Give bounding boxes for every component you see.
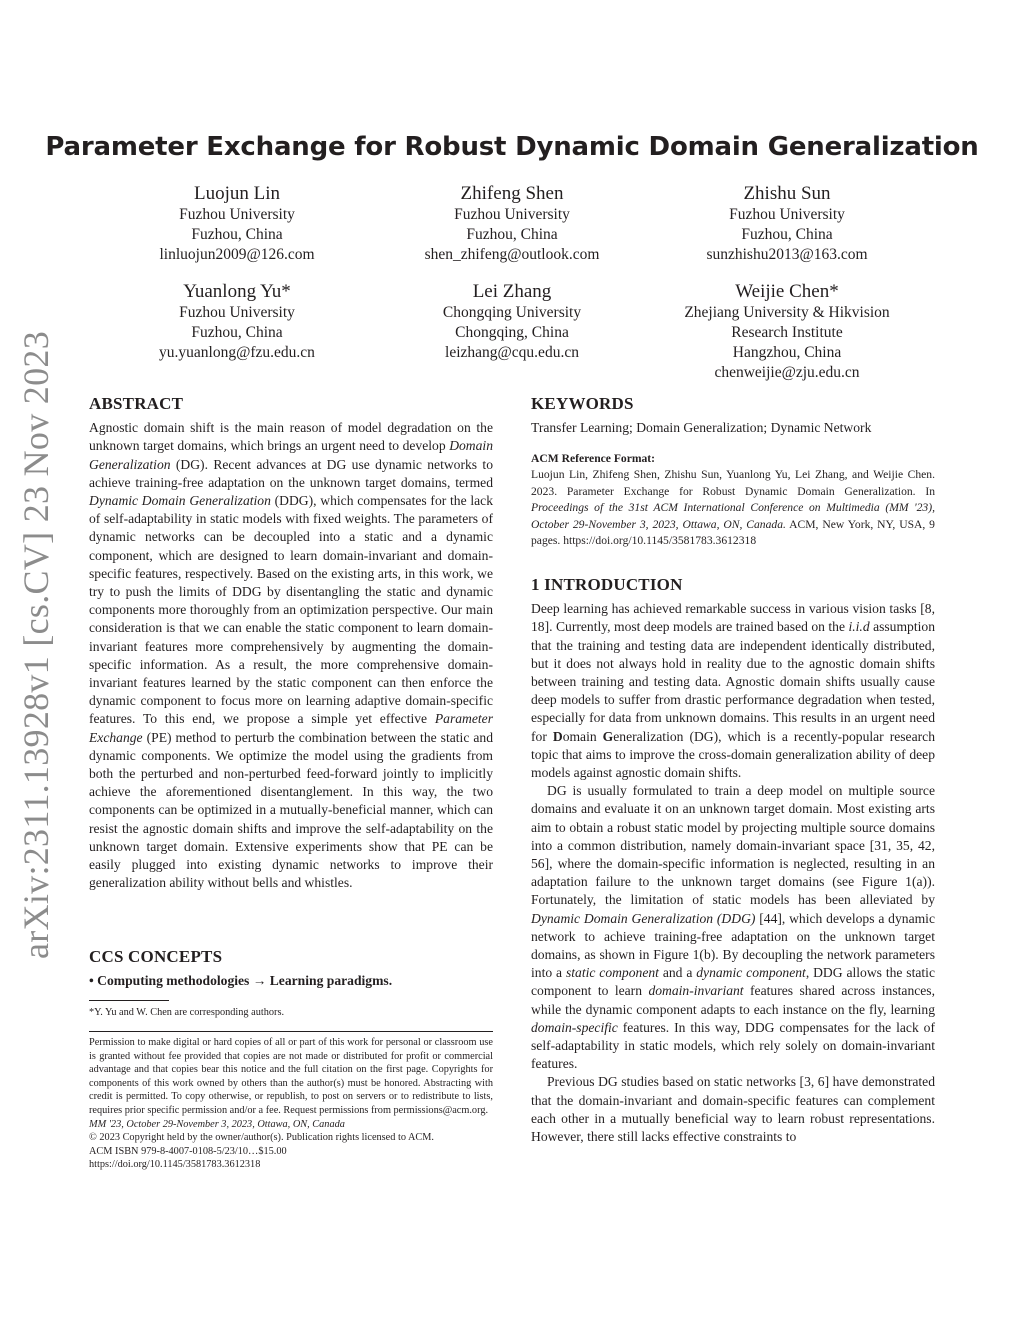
introduction-section	[531, 576, 935, 1146]
author-block	[87, 281, 387, 363]
author-email: sunzhishu2013@163.com	[706, 246, 868, 263]
ccs-text: • Computing methodologies → Learning paradigms.	[89, 973, 393, 989]
intro-paragraph-2: DG is usually formulated to train a deep model on multiple source domains and evaluate it on an unknown target domain. Most existing arts aim to obtain a robust static model by projecting multiple source domains into a common distribution, namely domain-invariant space [31, 35, 42, 56], where the domain-specific information is neglected, resulting in an adaptation failure to the unknown target domains (see Figure 1(a)). Fortunately, the limitation of static models has been alleviated by Dynamic Domain Generalization (DDG) [44], which develops a dynamic network to achieve training-free adaptation on the unknown target domains, as shown in Figure 1(b). By decoupling the network parameters into a static component and a dynamic component, DDG allows the static component to learn domain-invariant features shared across instances, while the dynamic component adapts to each instance on the fly, learning domain-specific features. In this way, DDG compensates for the lack of self-adaptability in static models, which rely solely on domain-invariant features.	[531, 783, 935, 1072]
author-block	[87, 183, 387, 265]
permission-divider	[89, 1031, 493, 1032]
abstract-section	[89, 395, 493, 892]
author-name: Lei Zhang	[472, 281, 552, 302]
author-block	[637, 281, 937, 383]
author-affiliation: Fuzhou University	[454, 206, 570, 223]
author-block	[362, 281, 662, 363]
author-location: Fuzhou, China	[741, 226, 833, 243]
author-email: leizhang@cqu.edu.cn	[445, 344, 579, 361]
paper-title: Parameter Exchange for Robust Dynamic Domain Generalization	[45, 132, 979, 162]
arxiv-id: arXiv:2311.13928v1 [cs.CV] 23 Nov 2023	[16, 330, 56, 960]
author-affiliation: Fuzhou University	[179, 206, 295, 223]
author-email: chenweijie@zju.edu.cn	[714, 364, 860, 381]
author-location: Hangzhou, China	[732, 344, 842, 361]
acm-reference	[531, 451, 935, 549]
author-block	[362, 183, 662, 265]
copyright-line: © 2023 Copyright held by the owner/author(s). Publication rights licensed to ACM.	[89, 1132, 435, 1144]
keywords-heading: KEYWORDS	[531, 394, 634, 413]
author-location: Fuzhou, China	[191, 324, 283, 341]
author-block	[637, 183, 937, 265]
isbn-line: ACM ISBN 979-8-4007-0108-5/23/10…$15.00	[89, 1145, 287, 1157]
abstract-heading: ABSTRACT	[89, 394, 184, 413]
author-affiliation: Fuzhou University	[729, 206, 845, 223]
author-name: Luojun Lin	[193, 183, 281, 204]
ccs-section	[89, 948, 493, 990]
doi-line: https://doi.org/10.1145/3581783.3612318	[89, 1159, 261, 1171]
keywords-text: Transfer Learning; Domain Generalization; Dynamic Network	[531, 420, 872, 436]
author-affiliation: Zhejiang University & Hikvision	[684, 304, 890, 321]
intro-paragraph-3: Previous DG studies based on static networks [3, 6] have demonstrated that the domain-invariant and domain-specific features can complement each other in a mutually beneficial way to learn robust representations. However, there still lacks effective constraints to	[531, 1074, 935, 1145]
author-name: Zhishu Sun	[743, 183, 831, 204]
ccs-heading: CCS CONCEPTS	[89, 947, 223, 966]
conference-line: MM '23, October 29-November 3, 2023, Ottawa, ON, Canada	[89, 1118, 345, 1130]
author-affiliation: Chongqing University	[442, 304, 582, 321]
acm-reference-text: Luojun Lin, Zhifeng Shen, Zhishu Sun, Yuanlong Yu, Lei Zhang, and Weijie Chen. 2023. Parameter Exchange for Robust Dynamic Domain Generalization. In Proceedings of the 31st ACM International Conference on Multimedia (MM '23), October 29-November 3, 2023, Ottawa, ON, Canada. ACM, New York, NY, USA, 9 pages. https://doi.org/10.1145/3581783.3612318	[531, 468, 935, 548]
author-email: linluojun2009@126.com	[159, 246, 315, 263]
author-affiliation: Fuzhou University	[179, 304, 295, 321]
author-name: Weijie Chen*	[735, 281, 839, 302]
arxiv-sidebar	[10, 330, 62, 960]
permission-text: Permission to make digital or hard copies of all or part of this work for personal or classroom use is granted without fee provided that copies are not made or distributed for profit or commercial advantage and that copies bear this notice and the full citation on the first page. Copyrights for components of this work owned by others than the author(s) must be honored. Abstracting with credit is permitted. To copy otherwise, or republish, to post on servers or to redistribute to lists, requires prior specific permission and/or a fee. Request permissions from permissions@acm.org.	[89, 1037, 493, 1116]
abstract-text: Agnostic domain shift is the main reason of model degradation on the unknown target domains, which brings an urgent need to develop Domain Generalization (DG). Recent advances at DG use dynamic networks to achieve training-free adaptation on the unknown target domains, termed Dynamic Domain Generalization (DDG), which compensates for the lack of self-adaptability in static models with fixed weights. The parameters of dynamic networks can be decoupled into a static and a dynamic component, which are designed to learn domain-invariant and domain-specific features, respectively. Based on the existing arts, in this work, we try to push the limits of DDG by disentangling the static and dynamic components more thoroughly from an optimization perspective. Our main consideration is that we can enable the static component to learn domain-invariant features more comprehensively by augmenting the domain-specific information. As a result, the more comprehensive domain-invariant features learned by the static component can then enforce the dynamic component to focus more on learning adaptive domain-specific features. To this end, we propose a simple yet effective Parameter Exchange (PE) method to perturb the combination between the static and dynamic components. We optimize the model using the gradients from both the perturbed and non-perturbed feed-forward jointly to implicitly achieve the aforementioned disentanglement. In this way, the two components can be optimized in a mutually-beneficial manner, which can resist the agnostic domain shifts and improve the self-adaptability on the unknown target domain. Extensive experiments show that PE can be easily plugged into existing dynamic networks to improve their generalization ability without bells and whistles.	[89, 420, 493, 891]
author-name: Yuanlong Yu*	[183, 281, 291, 302]
author-location: Fuzhou, China	[466, 226, 558, 243]
footnote-divider	[89, 1000, 169, 1001]
footnote: *Y. Yu and W. Chen are corresponding authors.	[89, 1007, 285, 1018]
introduction-heading: 1 INTRODUCTION	[531, 575, 683, 594]
intro-paragraph-1: Deep learning has achieved remarkable success in various vision tasks [8, 18]. Currently, most deep models are trained based on the i.i.d assumption that the training and testing data are independent identically distributed, but it does not always hold in reality due to the agnostic domain shifts between training and testing data. Agnostic domain shifts usually cause deep models to suffer from drastic performance degradation when tested, especially for data from unknown domains. This results in an urgent need for Domain Generalization (DG), which is a recently-popular research topic that aims to improve the cross-domain generalization ability of deep models against agnostic domain shifts.	[531, 601, 936, 781]
permission-block	[89, 1036, 493, 1172]
acm-reference-heading: ACM Reference Format:	[531, 452, 656, 465]
author-location: Chongqing, China	[455, 324, 569, 341]
keywords-section	[531, 395, 935, 437]
author-name: Zhifeng Shen	[460, 183, 564, 204]
author-email: shen_zhifeng@outlook.com	[424, 246, 600, 263]
author-location: Fuzhou, China	[191, 226, 283, 243]
author-affiliation-2: Research Institute	[731, 324, 843, 341]
author-email: yu.yuanlong@fzu.edu.cn	[159, 344, 315, 361]
